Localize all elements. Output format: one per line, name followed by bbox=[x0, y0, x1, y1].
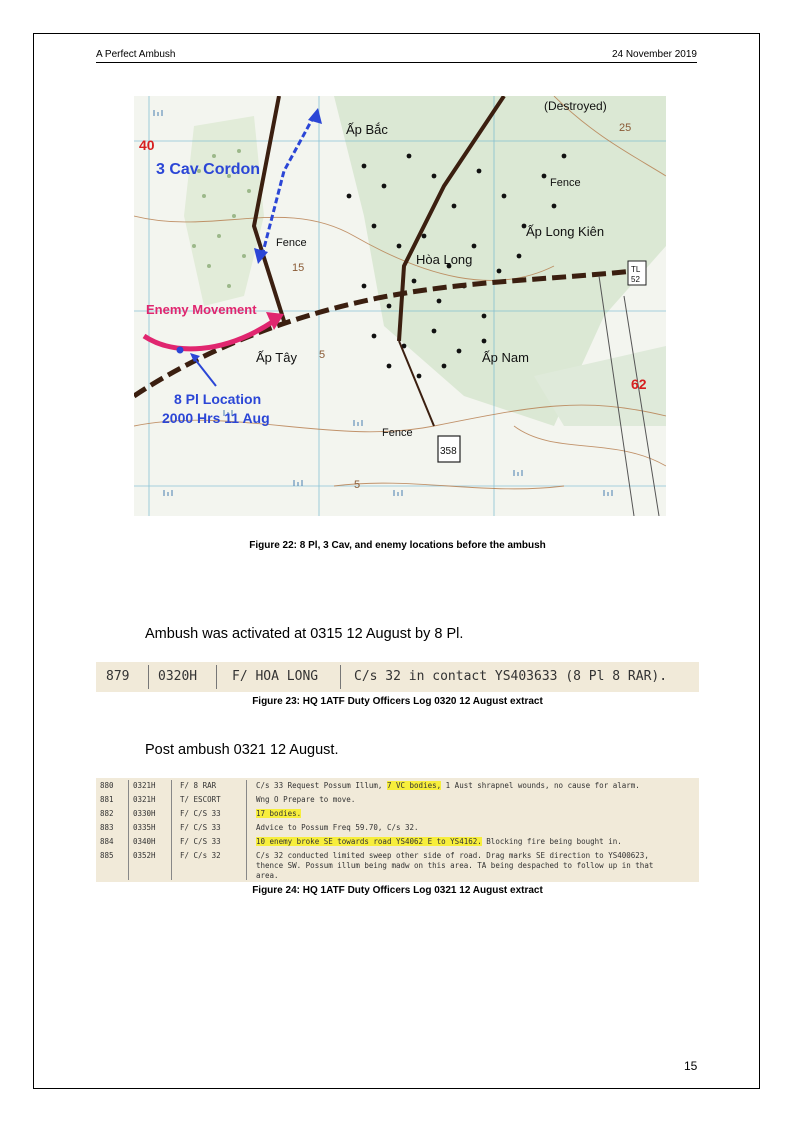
log-from: F/ 8 RAR bbox=[180, 781, 217, 790]
label-ap-long-kien: Ấp Long Kiên bbox=[526, 224, 605, 239]
location-label-line1: 8 Pl Location bbox=[174, 391, 262, 407]
road-358-label: 358 bbox=[440, 446, 457, 457]
location-label-line2: 2000 Hrs 11 Aug bbox=[162, 410, 270, 426]
log-from: F/ C/S 33 bbox=[180, 837, 221, 846]
log-row bbox=[96, 795, 699, 808]
log-row-continuation bbox=[96, 871, 699, 884]
page-number: 15 bbox=[684, 1059, 698, 1073]
duty-log-extract-0320 bbox=[96, 662, 699, 692]
duty-log-extract-0321 bbox=[96, 778, 699, 882]
log-event-highlight: 17 bodies. bbox=[256, 809, 302, 818]
label-ap-tay: Ấp Tây bbox=[256, 350, 297, 365]
page-header bbox=[96, 48, 697, 63]
log-event-text: Advice to Possum Freq 59.70, C/s 32. bbox=[256, 823, 419, 832]
log-time: 0335H bbox=[133, 823, 156, 832]
log-divider bbox=[148, 665, 149, 689]
log-time: 0321H bbox=[133, 795, 156, 804]
log-time: 0330H bbox=[133, 809, 156, 818]
log-event-text: C/s 33 Request Possum Illum, bbox=[256, 781, 387, 790]
contour-label-5a: 5 bbox=[319, 349, 326, 361]
log-event bbox=[256, 837, 622, 846]
log-event: C/s 32 conducted limited sweep other side of road. Drag marks SE direction to YS400623, bbox=[256, 851, 649, 860]
enemy-movement-label: Enemy Movement bbox=[146, 302, 257, 317]
contour-label-25: 25 bbox=[619, 122, 632, 134]
grid-label-40: 40 bbox=[139, 137, 155, 153]
log-time: 0352H bbox=[133, 851, 156, 860]
log-row bbox=[96, 837, 699, 850]
tl52-top-label: TL bbox=[631, 265, 641, 274]
log-divider bbox=[216, 665, 217, 689]
log-from: F/ C/s 32 bbox=[180, 851, 221, 860]
paragraph-post-ambush: Post ambush 0321 12 August. bbox=[145, 742, 339, 758]
contour-label-5b: 5 bbox=[354, 479, 361, 491]
document-date: 24 November 2019 bbox=[611, 49, 697, 60]
log-time: 0320H bbox=[158, 669, 198, 684]
cordon-label: 3 Cav Cordon bbox=[156, 161, 261, 178]
log-event: area. bbox=[256, 871, 279, 880]
log-event-highlight: 7 VC bodies, bbox=[386, 781, 442, 790]
figure-23-caption: Figure 23: HQ 1ATF Duty Officers Log 0320 12 August extract bbox=[252, 696, 543, 707]
log-time: 0321H bbox=[133, 781, 156, 790]
label-hoa-long: Hòa Long bbox=[416, 252, 473, 267]
log-from: F/ C/S 33 bbox=[180, 809, 221, 818]
ambush-map bbox=[134, 96, 666, 516]
log-serial: 884 bbox=[100, 837, 114, 846]
log-event-text: Blocking fire being bought in. bbox=[481, 837, 622, 846]
log-serial: 883 bbox=[100, 823, 114, 832]
label-ap-bac: Ấp Bắc bbox=[346, 122, 388, 137]
log-serial: 882 bbox=[100, 809, 114, 818]
log-row bbox=[96, 781, 699, 794]
log-event bbox=[256, 823, 419, 832]
log-row bbox=[96, 823, 699, 836]
log-event-text: 1 Aust shrapnel wounds, no cause for alarm. bbox=[441, 781, 640, 790]
log-divider bbox=[340, 665, 341, 689]
label-destroyed: (Destroyed) bbox=[544, 99, 607, 113]
label-fence-1: Fence bbox=[276, 237, 307, 249]
log-event bbox=[256, 809, 301, 818]
figure-24-caption: Figure 24: HQ 1ATF Duty Officers Log 0321 12 August extract bbox=[252, 885, 543, 896]
log-event: thence SW. Possum illum being madw on this area. TA being despached to follow up in that bbox=[256, 861, 654, 870]
log-from: T/ ESCORT bbox=[180, 795, 221, 804]
document-title: A Perfect Ambush bbox=[96, 49, 176, 60]
log-serial: 881 bbox=[100, 795, 114, 804]
paragraph-ambush-activated: Ambush was activated at 0315 12 August by 8 Pl. bbox=[145, 626, 464, 642]
label-fence-3: Fence bbox=[382, 427, 413, 439]
contour-label-15: 15 bbox=[292, 262, 305, 274]
log-event: C/s 32 in contact YS403633 (8 Pl 8 RAR). bbox=[354, 669, 668, 684]
log-event bbox=[256, 795, 355, 804]
label-ap-nam: Ấp Nam bbox=[482, 350, 529, 365]
figure-22-caption: Figure 22: 8 Pl, 3 Cav, and enemy locations before the ambush bbox=[249, 540, 546, 551]
log-serial: 885 bbox=[100, 851, 114, 860]
log-row bbox=[96, 809, 699, 822]
log-from: F/ HOA LONG bbox=[232, 669, 319, 684]
grid-label-62: 62 bbox=[631, 376, 647, 392]
log-serial: 879 bbox=[106, 669, 130, 684]
log-from: F/ C/S 33 bbox=[180, 823, 221, 832]
log-event bbox=[256, 781, 640, 790]
log-event-text: Wng O Prepare to move. bbox=[256, 795, 356, 804]
log-time: 0340H bbox=[133, 837, 156, 846]
log-serial: 880 bbox=[100, 781, 114, 790]
tl52-bottom-label: 52 bbox=[631, 275, 640, 284]
log-event-highlight: 10 enemy broke SE towards road YS4062 E to YS4162. bbox=[256, 837, 482, 846]
label-fence-2: Fence bbox=[550, 177, 581, 189]
